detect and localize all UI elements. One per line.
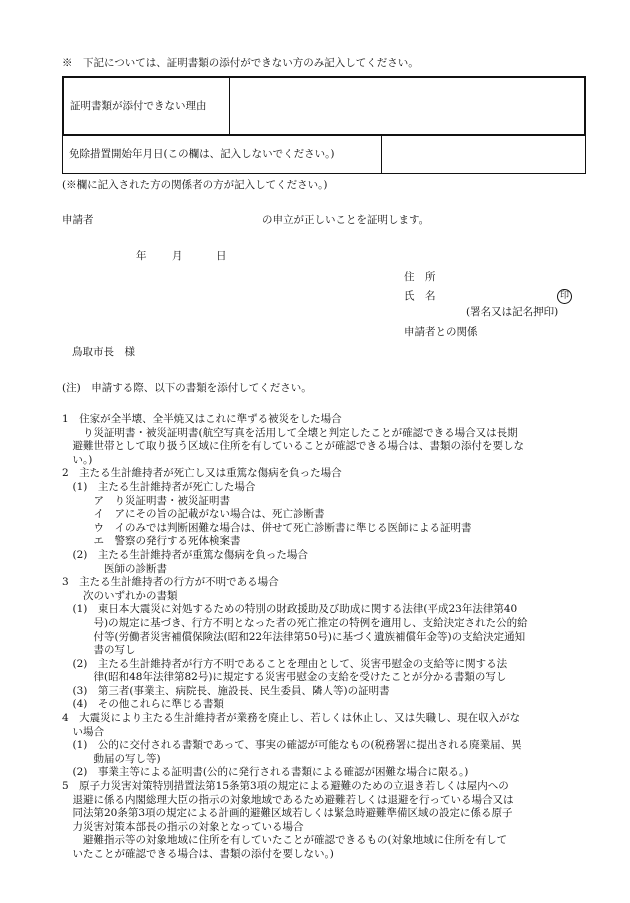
list-item: 号)の規定に基づき、行方不明となった者の死亡推定の特例を適用し、支給決定された公的給 — [62, 616, 528, 629]
list-item: 書の写し — [62, 644, 136, 657]
list-item: (1) 東日本大震災に対処するための特別の財政援助及び助成に関する法律(平成23年法律第40 — [62, 603, 518, 616]
list-item: 避難世帯として取り扱う区域に住所を有していることが確認できる場合は、書類の添付を要しな — [62, 440, 524, 453]
list-item: 5 原子力災害対策特別措置法第15条第3項の規定による避難のための立退き若しくは屋内への — [62, 780, 509, 793]
list-item: り災証明書・被災証明書(航空写真を活用して全壊と判定したことが確認できる場合又は長期 — [62, 426, 518, 439]
list-item: (1) 公的に交付される書類であって、事実の確認が可能なもの(税務署に提出される廃業届、異 — [62, 739, 522, 752]
exemption-table — [62, 136, 586, 174]
list-item: 次のいずれかの書類 — [62, 589, 178, 602]
list-item: 医師の診断書 — [62, 562, 167, 575]
reason-label: 証明書類が添付できない理由 — [70, 100, 207, 112]
list-item: (2) 事業主等による証明書(公的に発行される書類による確認が困難な場合に限る。) — [62, 766, 469, 779]
list-item: ウ イのみでは判断困難な場合は、併せて死亡診断書に準じる医師による証明書 — [62, 521, 472, 534]
reason-table — [62, 76, 586, 136]
list-item: 2 主たる生計維持者が死亡し又は重篤な傷病を負った場合 — [62, 467, 342, 480]
name-label: 氏 名 — [404, 290, 436, 302]
list-item: エ 警察の発行する死体検案書 — [62, 535, 241, 548]
list-item: い場合 — [62, 725, 104, 738]
list-item: イ アにその旨の記載がない場合は、死亡診断書 — [62, 508, 325, 521]
relation-label: 申請者との関係 — [404, 326, 478, 338]
exemption-label: 免除措置開始年月日(この欄は、記入しないでください。) — [69, 148, 335, 160]
date-month: 月 — [172, 250, 183, 262]
list-item: (3) 第三者(事業主、病院長、施設長、民生委員、隣人等)の証明書 — [62, 684, 390, 697]
list-item: (4) その他これらに準じる書類 — [62, 698, 224, 711]
list-item: 4 大震災により主たる生計維持者が業務を廃止し、若しくは休止し、又は失職し、現在収入がな — [62, 712, 521, 725]
attachment-list — [62, 413, 592, 862]
list-item: 律(昭和48年法律第82号)に規定する災害弔慰金の支給を受けたことが分かる書類の写し — [62, 671, 507, 684]
list-item: 3 主たる生計維持者の行方が不明である場合 — [62, 576, 279, 589]
list-item: 付等(労働者災害補償保険法(昭和22年法律第50号)に基づく遺族補償年金等)の支給決定通知 — [62, 630, 526, 643]
address-label: 住 所 — [404, 271, 436, 283]
list-item: (2) 主たる生計維持者が行方不明であることを理由として、災害弔慰金の支給等に関する法 — [62, 657, 508, 670]
table-divider — [381, 136, 382, 173]
list-item: (1) 主たる生計維持者が死亡した場合 — [62, 480, 256, 493]
list-item: 動届の写し等) — [62, 752, 161, 765]
table-divider — [229, 78, 230, 134]
attachment-note: (注) 申請する際、以下の書類を添付してください。 — [62, 382, 312, 394]
seal-mark: 印 — [557, 289, 572, 304]
applicant-name-field[interactable] — [110, 212, 255, 228]
date-year: 年 — [136, 250, 147, 262]
list-item: 避難指示等の対象地域に住所を有していたことが確認できるもの(対象地域に住所を有して — [62, 834, 508, 847]
related-note: (※欄に記入された方の関係者の方が記入してください。) — [62, 179, 328, 191]
list-item: ア り災証明書・被災証明書 — [62, 494, 230, 507]
list-item: 同法第20条第3項の規定による計画的避難区域若しくは緊急時避難準備区域の設定に係る原子 — [62, 807, 513, 820]
signature-note: (署名又は記名押印) — [466, 306, 559, 318]
exemption-field — [383, 138, 583, 171]
list-item: 1 住家が全半壊、全半焼又はこれに準ずる被災をした場合 — [62, 413, 342, 425]
header-note: ※ 下記については、証明書類の添付ができない方のみ記入してください。 — [62, 57, 419, 69]
applicant-label: 申請者 — [62, 214, 94, 226]
list-item: (2) 主たる生計維持者が重篤な傷病を負った場合 — [62, 548, 308, 561]
list-item: いたことが確認できる場合は、書類の添付を要しない。) — [62, 848, 334, 860]
list-item: い。) — [62, 453, 93, 466]
reason-field[interactable] — [232, 80, 582, 132]
addressee: 鳥取市長 様 — [72, 346, 135, 358]
date-day: 日 — [216, 250, 227, 262]
certify-text: の申立が正しいことを証明します。 — [262, 214, 430, 226]
list-item: 力災害対策本部長の指示の対象となっている場合 — [62, 820, 304, 833]
list-item: 退避に係る内閣総理大臣の指示の対象地域であるため避難若しくは退避を行っている場合又は — [62, 793, 514, 806]
